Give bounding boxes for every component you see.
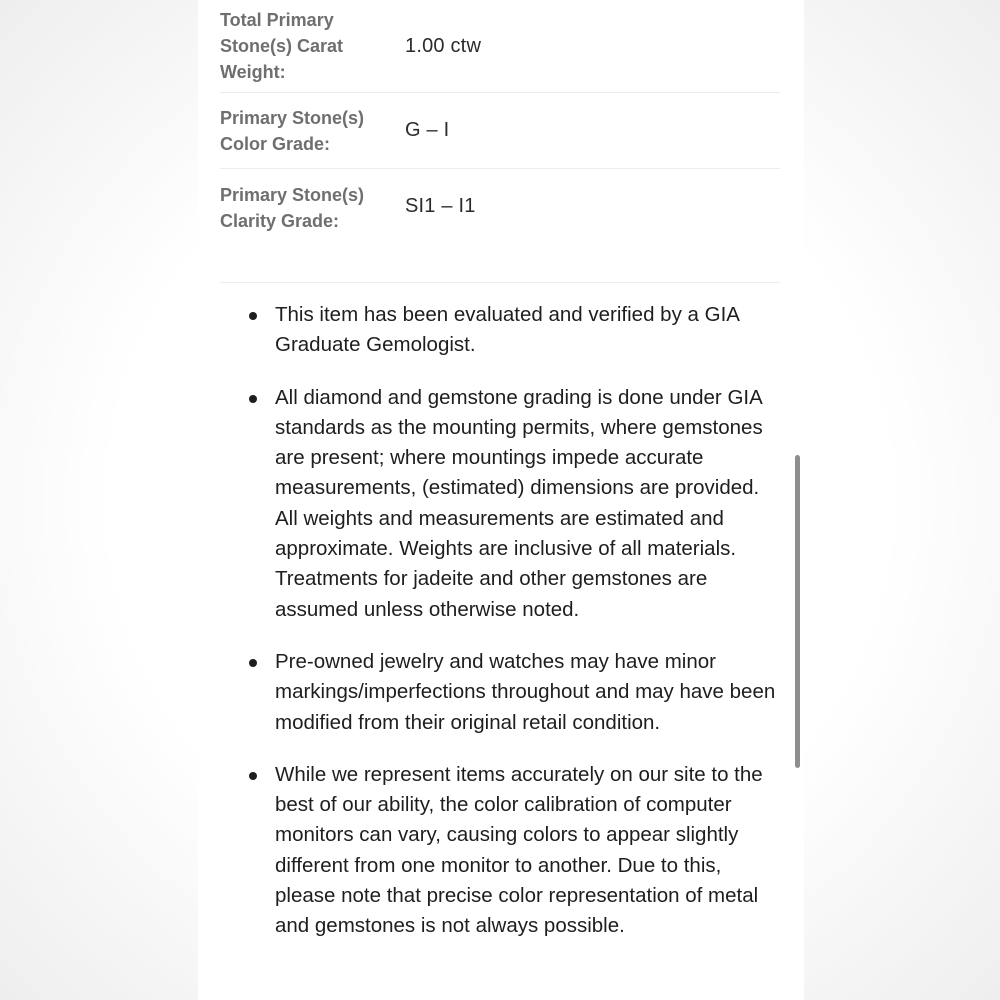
list-item bbox=[243, 300, 783, 361]
list-item bbox=[243, 647, 783, 738]
note-text: Pre-owned jewelry and watches may have minor markings/imperfections throughout and may have been modified from their original retail condition. bbox=[275, 649, 776, 734]
spec-label: Primary Stone(s) Clarity Grade: bbox=[220, 185, 365, 231]
bullet-icon bbox=[249, 395, 257, 403]
bullet-icon bbox=[249, 312, 257, 320]
vertical-scrollbar[interactable] bbox=[795, 455, 800, 768]
bullet-icon bbox=[249, 659, 257, 667]
spec-value: 1.00 ctw bbox=[405, 34, 482, 57]
spec-value: G – I bbox=[405, 119, 450, 141]
list-item bbox=[243, 383, 783, 625]
note-text: This item has been evaluated and verified by a GIA Graduate Gemologist. bbox=[275, 303, 739, 357]
specifications-table bbox=[220, 0, 780, 283]
note-text: While we represent items accurately on our site to the best of our ability, the color calibration of computer monitors can vary, causing colors to appear slightly different from one monitor to another. Due to this, please note that precise color representation of metal and gemstones is not always possible. bbox=[275, 762, 763, 938]
spec-row-color-grade bbox=[220, 93, 780, 169]
spec-value: SI1 – I1 bbox=[405, 195, 476, 217]
spec-row-clarity-grade bbox=[220, 169, 780, 283]
spec-label: Primary Stone(s) Color Grade: bbox=[220, 107, 365, 154]
product-details-panel bbox=[198, 0, 804, 1000]
list-item bbox=[243, 760, 783, 942]
spec-label: Total Primary Stone(s) Carat Weight: bbox=[220, 10, 344, 82]
bullet-icon bbox=[249, 772, 257, 780]
note-text: All diamond and gemstone grading is done under GIA standards as the mounting permits, where gemstones are present; where mountings impede accurate measurements, (estimated) dimensions are provided. All weights and measurements are estimated and approximate. Weights are inclusive of all materials. Treatments for jadeite and other gemstones are assumed unless otherwise noted. bbox=[275, 385, 763, 621]
spec-row-carat-weight bbox=[220, 0, 780, 93]
disclaimer-list bbox=[243, 300, 783, 964]
